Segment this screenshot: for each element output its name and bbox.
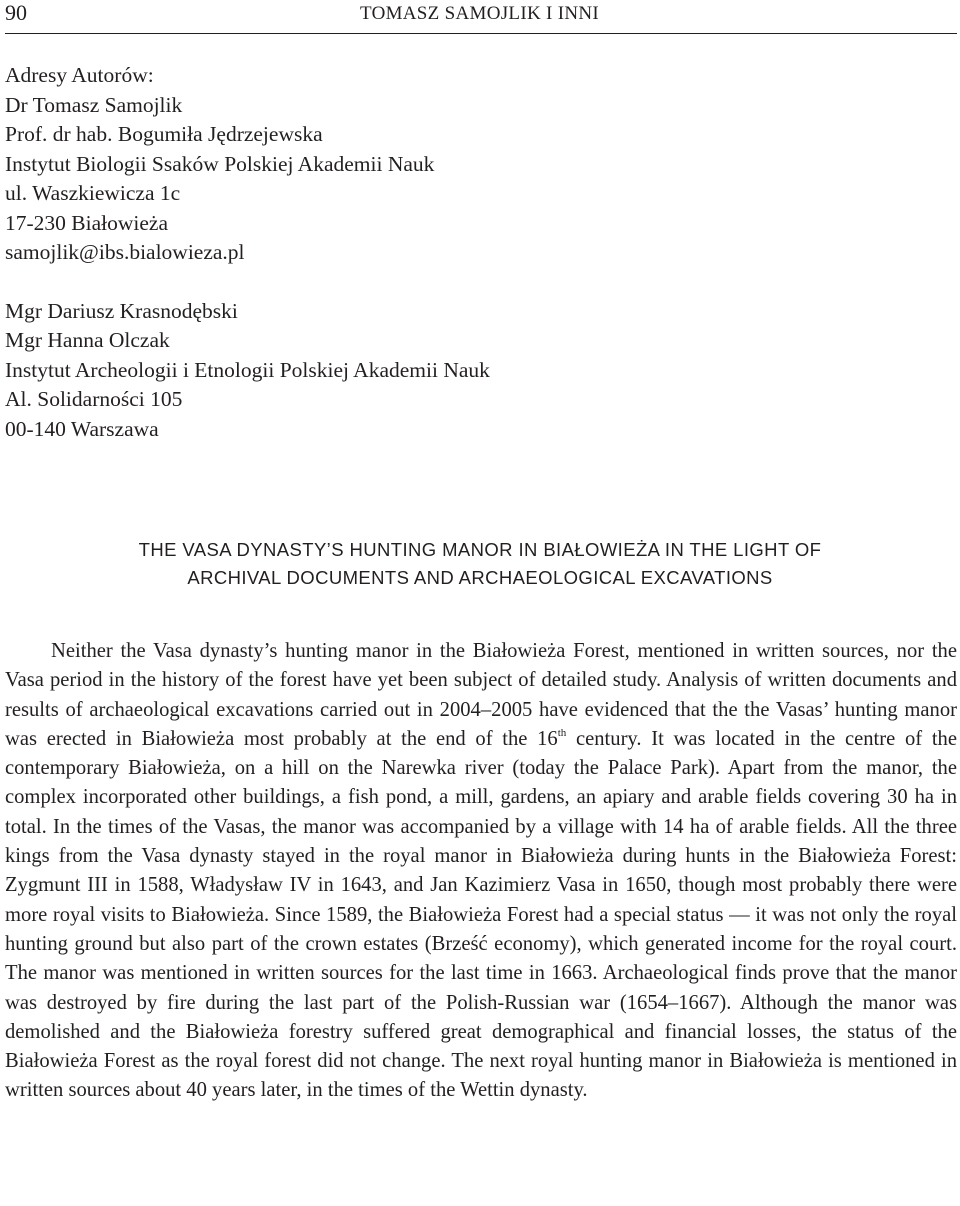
street-address: Al. Solidarności 105 xyxy=(5,387,183,411)
article-title-line-2: ARCHIVAL DOCUMENTS AND ARCHAEOLOGICAL EXCAVATIONS xyxy=(187,567,773,588)
institution-name: Instytut Biologii Ssaków Polskiej Akademii Nauk xyxy=(5,151,435,176)
addresses-heading: Adresy Autorów: xyxy=(5,63,154,87)
running-head: TOMASZ SAMOJLIK I INNI xyxy=(360,3,599,24)
author-name: Mgr Hanna Olczak xyxy=(5,328,170,352)
page-number: 90 xyxy=(5,0,27,25)
street-address: ul. Waszkiewicza 1c xyxy=(5,181,181,205)
author-name: Prof. dr hab. Bogumiła Jędrzejewska xyxy=(5,122,323,146)
email-address: samojlik@ibs.bialowieza.pl xyxy=(5,240,245,264)
institution-name: Instytut Archeologii i Etnologii Polskiej Akademii Nauk xyxy=(5,357,490,382)
ordinal-superscript: th xyxy=(557,726,567,739)
address-block-ibs xyxy=(5,61,955,268)
abstract-paragraph xyxy=(5,637,957,1106)
address-block-iae xyxy=(5,297,955,445)
abstract-text-part-1: Neither the Vasa dynasty’s hunting manor in the Białowieża Forest, mentioned in written sources, nor the Vasa period in the history of the forest have yet been subject of detailed study. Analysis of written documents and results of archaeological excavations carried out in 2004–2005 have evidenced that the the Vasas’ hunting manor was erected in Białowieża most probably at the end of the 16 xyxy=(5,640,957,750)
abstract-text-part-2: century. It was located in the centre of the contemporary Białowieża, on a hill on the Narewka river (today the Palace Park). Apart from the manor, the complex incorporated other buildings, a fish pond, a mill, gardens, an apiary and arable fields covering 30 ha in total. In the times of the Vasas, the manor was accompanied by a village with 14 ha of arable fields. All the three kings from the Vasa dynasty stayed in the royal manor in Białowieża during hunts in the Białowieża Forest: Zygmunt III in 1588, Władysław IV in 1643, and Jan Kazimierz Vasa in 1650, though most probably there were more royal visits to Białowieża. Since 1589, the Białowieża Forest had a special status — it was not only the royal hunting ground but also part of the crown estates (Brześć economy), which generated income for the royal court. The manor was mentioned in written sources for the last time in 1663. Archaeological finds prove that the manor was destroyed by fire during the last part of the Polish-Russian war (1654–1667). Although the manor was demolished and the Białowieża forestry suffered great demographical and financial losses, the status of the Białowieża Forest as the royal forest did not change. The next royal hunting manor in Białowieża is mentioned in written sources about 40 years later, in the times of the Wettin dynasty. xyxy=(5,727,957,1102)
article-title xyxy=(5,536,955,592)
page-header xyxy=(5,0,957,34)
author-name: Dr Tomasz Samojlik xyxy=(5,92,183,117)
author-name: Mgr Dariusz Krasnodębski xyxy=(5,298,238,323)
author-addresses xyxy=(5,61,955,444)
article-title-line-1: THE VASA DYNASTY’S HUNTING MANOR IN BIAŁOWIEŻA IN THE LIGHT OF xyxy=(138,539,822,560)
postal-city: 17-230 Białowieża xyxy=(5,210,168,235)
postal-city: 00-140 Warszawa xyxy=(5,416,159,441)
